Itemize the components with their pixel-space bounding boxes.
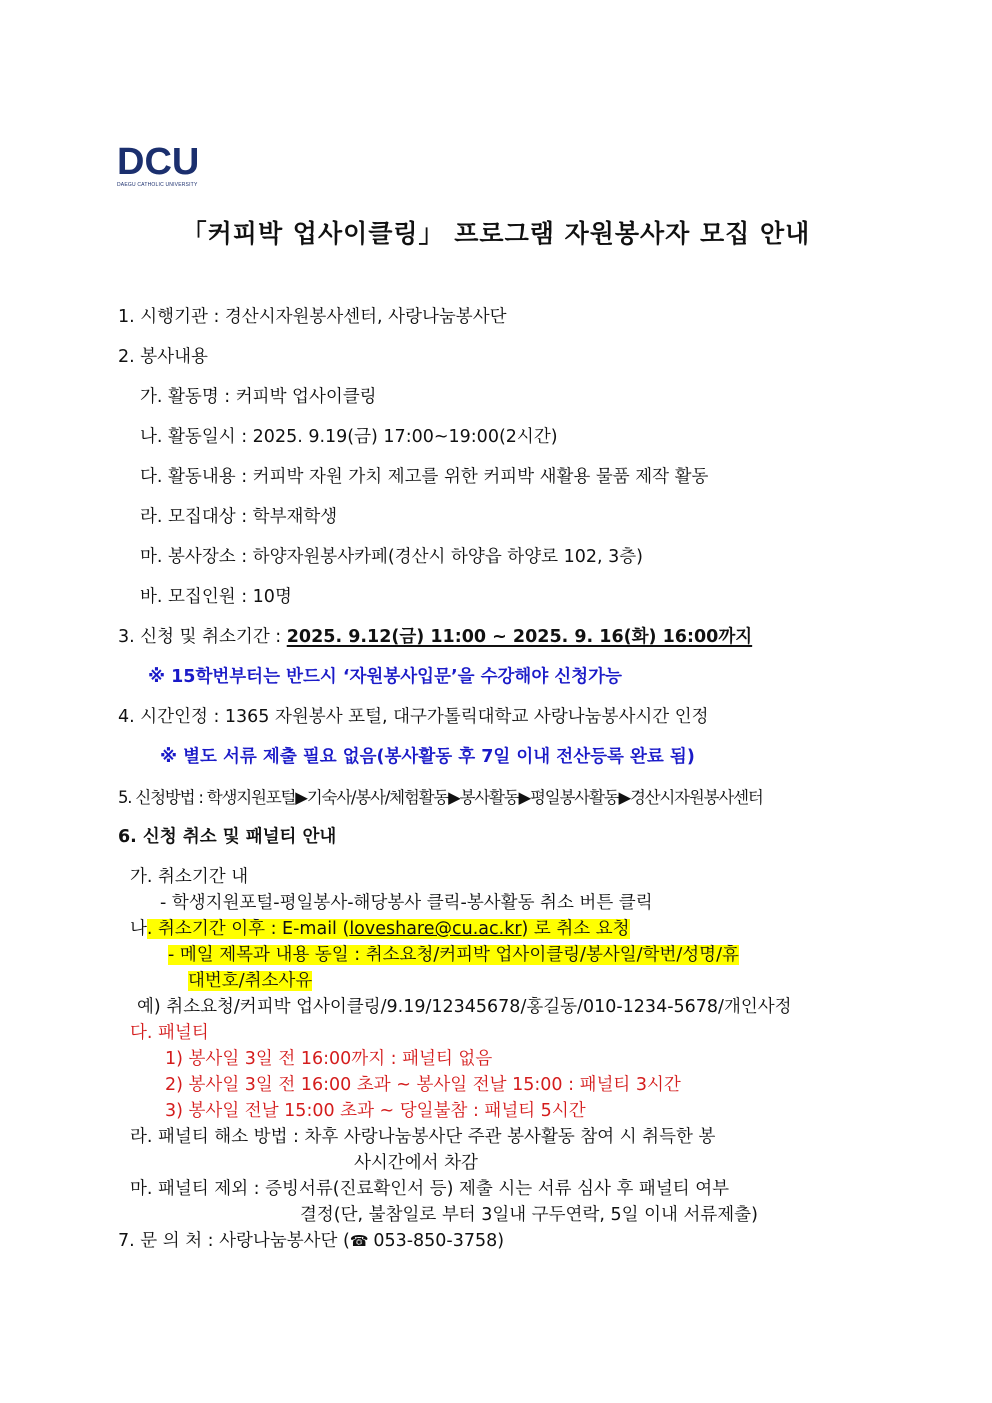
item-6c-penalty-2: 2) 봉사일 3일 전 16:00 초과 ~ 봉사일 전날 15:00 : 패널티 3시간 <box>165 1075 681 1095</box>
item-2e-location: 마. 봉사장소 : 하양자원봉사카페(경산시 하양읍 하양로 102, 3층) <box>140 547 643 567</box>
item-6d-resolve-line-1: 라. 패널티 해소 방법 : 차후 사랑나눔봉사단 주관 봉사활동 참여 시 취득한 봉 <box>130 1127 716 1147</box>
item-6b-prefix: 나 <box>130 919 147 939</box>
item-7-contact <box>118 1229 504 1253</box>
item-3-label: 3. 신청 및 취소기간 : <box>118 627 287 647</box>
item-6c-penalty-3: 3) 봉사일 전날 15:00 초과 ~ 당일불참 : 패널티 5시간 <box>165 1101 586 1121</box>
item-2f-headcount: 바. 모집인원 : 10명 <box>140 587 292 607</box>
item-6a-within-period: 가. 취소기간 내 <box>130 867 249 887</box>
contact-phone: 053-850-3758 <box>373 1231 498 1251</box>
item-4-note: ※ 별도 서류 제출 필요 없음(봉사활동 후 7일 이내 전산등록 완료 됨) <box>160 747 695 767</box>
item-2-heading: 2. 봉사내용 <box>118 347 208 367</box>
phone-icon: ☎ <box>349 1232 374 1250</box>
item-7-close: ) <box>497 1231 505 1251</box>
item-6b-mail-rule-1-text: - 메일 제목과 내용 동일 : 취소요청/커피박 업사이클링/봉사일/학번/성명/휴 <box>168 945 739 965</box>
item-6c-penalty-1: 1) 봉사일 3일 전 16:00까지 : 패널티 없음 <box>165 1049 493 1069</box>
item-6e-exempt-line-1: 마. 패널티 제외 : 증빙서류(진료확인서 등) 제출 시는 서류 심사 후 패널티 여부 <box>130 1179 730 1199</box>
item-2b-activity-date: 나. 활동일시 : 2025. 9.19(금) 17:00~19:00(2시간) <box>140 427 558 447</box>
item-2d-target: 라. 모집대상 : 학부재학생 <box>140 507 338 527</box>
item-2a-activity-name: 가. 활동명 : 커피박 업사이클링 <box>140 387 377 407</box>
logo-mark: DCU <box>117 141 200 183</box>
item-3-note: ※ 15학번부터는 반드시 ‘자원봉사입문’을 수강해야 신청가능 <box>148 667 622 687</box>
item-2c-activity-content: 다. 활동내용 : 커피박 자원 가치 제고를 위한 커피박 새활용 물품 제작 활동 <box>140 467 709 487</box>
item-6b-mail-rule-2-text: 대번호/취소사유 <box>188 971 313 991</box>
item-6b-highlight <box>147 919 630 939</box>
item-6b-text: . 취소기간 이후 : E-mail ( <box>146 919 350 939</box>
item-1-agency: 1. 시행기관 : 경산시자원봉사센터, 사랑나눔봉사단 <box>118 307 507 327</box>
item-6c-penalty: 다. 패널티 <box>130 1023 209 1043</box>
item-6b-after-period <box>130 917 630 941</box>
item-4-hours: 4. 시간인정 : 1365 자원봉사 포털, 대구가톨릭대학교 사랑나눔봉사시간 인정 <box>118 707 709 727</box>
item-3-value: 2025. 9.12(금) 11:00 ~ 2025. 9. 16(화) 16:00까지 <box>286 627 753 647</box>
dcu-logo <box>117 141 200 188</box>
item-6b-mail-rule-2 <box>188 969 312 993</box>
item-3-period <box>118 625 752 649</box>
item-6b-mail-rule-1 <box>168 943 739 967</box>
item-6e-exempt-line-2: 결정(단, 불참일로 부터 3일내 구두연락, 5일 이내 서류제출) <box>300 1205 758 1225</box>
page-title: 「커피박 업사이클링」 프로그램 자원봉사자 모집 안내 <box>181 219 811 248</box>
item-6b-suffix: ) 로 취소 요청 <box>521 919 630 939</box>
item-6a-instruction: - 학생지원포털-평일봉사-해당봉사 클릭-봉사활동 취소 버튼 클릭 <box>160 893 653 913</box>
item-5-method: 5. 신청방법 : 학생지원포털▶기숙사/봉사/체험활동▶봉사활동▶평일봉사활동▶경산시자원봉사센터 <box>118 788 763 807</box>
item-6b-example: 예) 취소요청/커피박 업사이클링/9.19/12345678/홍길동/010-1234-5678/개인사정 <box>137 997 792 1017</box>
logo-subtitle: DAEGU CATHOLIC UNIVERSITY <box>117 182 198 188</box>
item-6-heading: 6. 신청 취소 및 패널티 안내 <box>118 827 337 847</box>
item-7-label: 7. 문 의 처 : 사랑나눔봉사단 ( <box>118 1231 350 1251</box>
cancel-email-link[interactable]: loveshare@cu.ac.kr <box>349 919 522 939</box>
item-6d-resolve-line-2: 사시간에서 차감 <box>354 1153 478 1173</box>
